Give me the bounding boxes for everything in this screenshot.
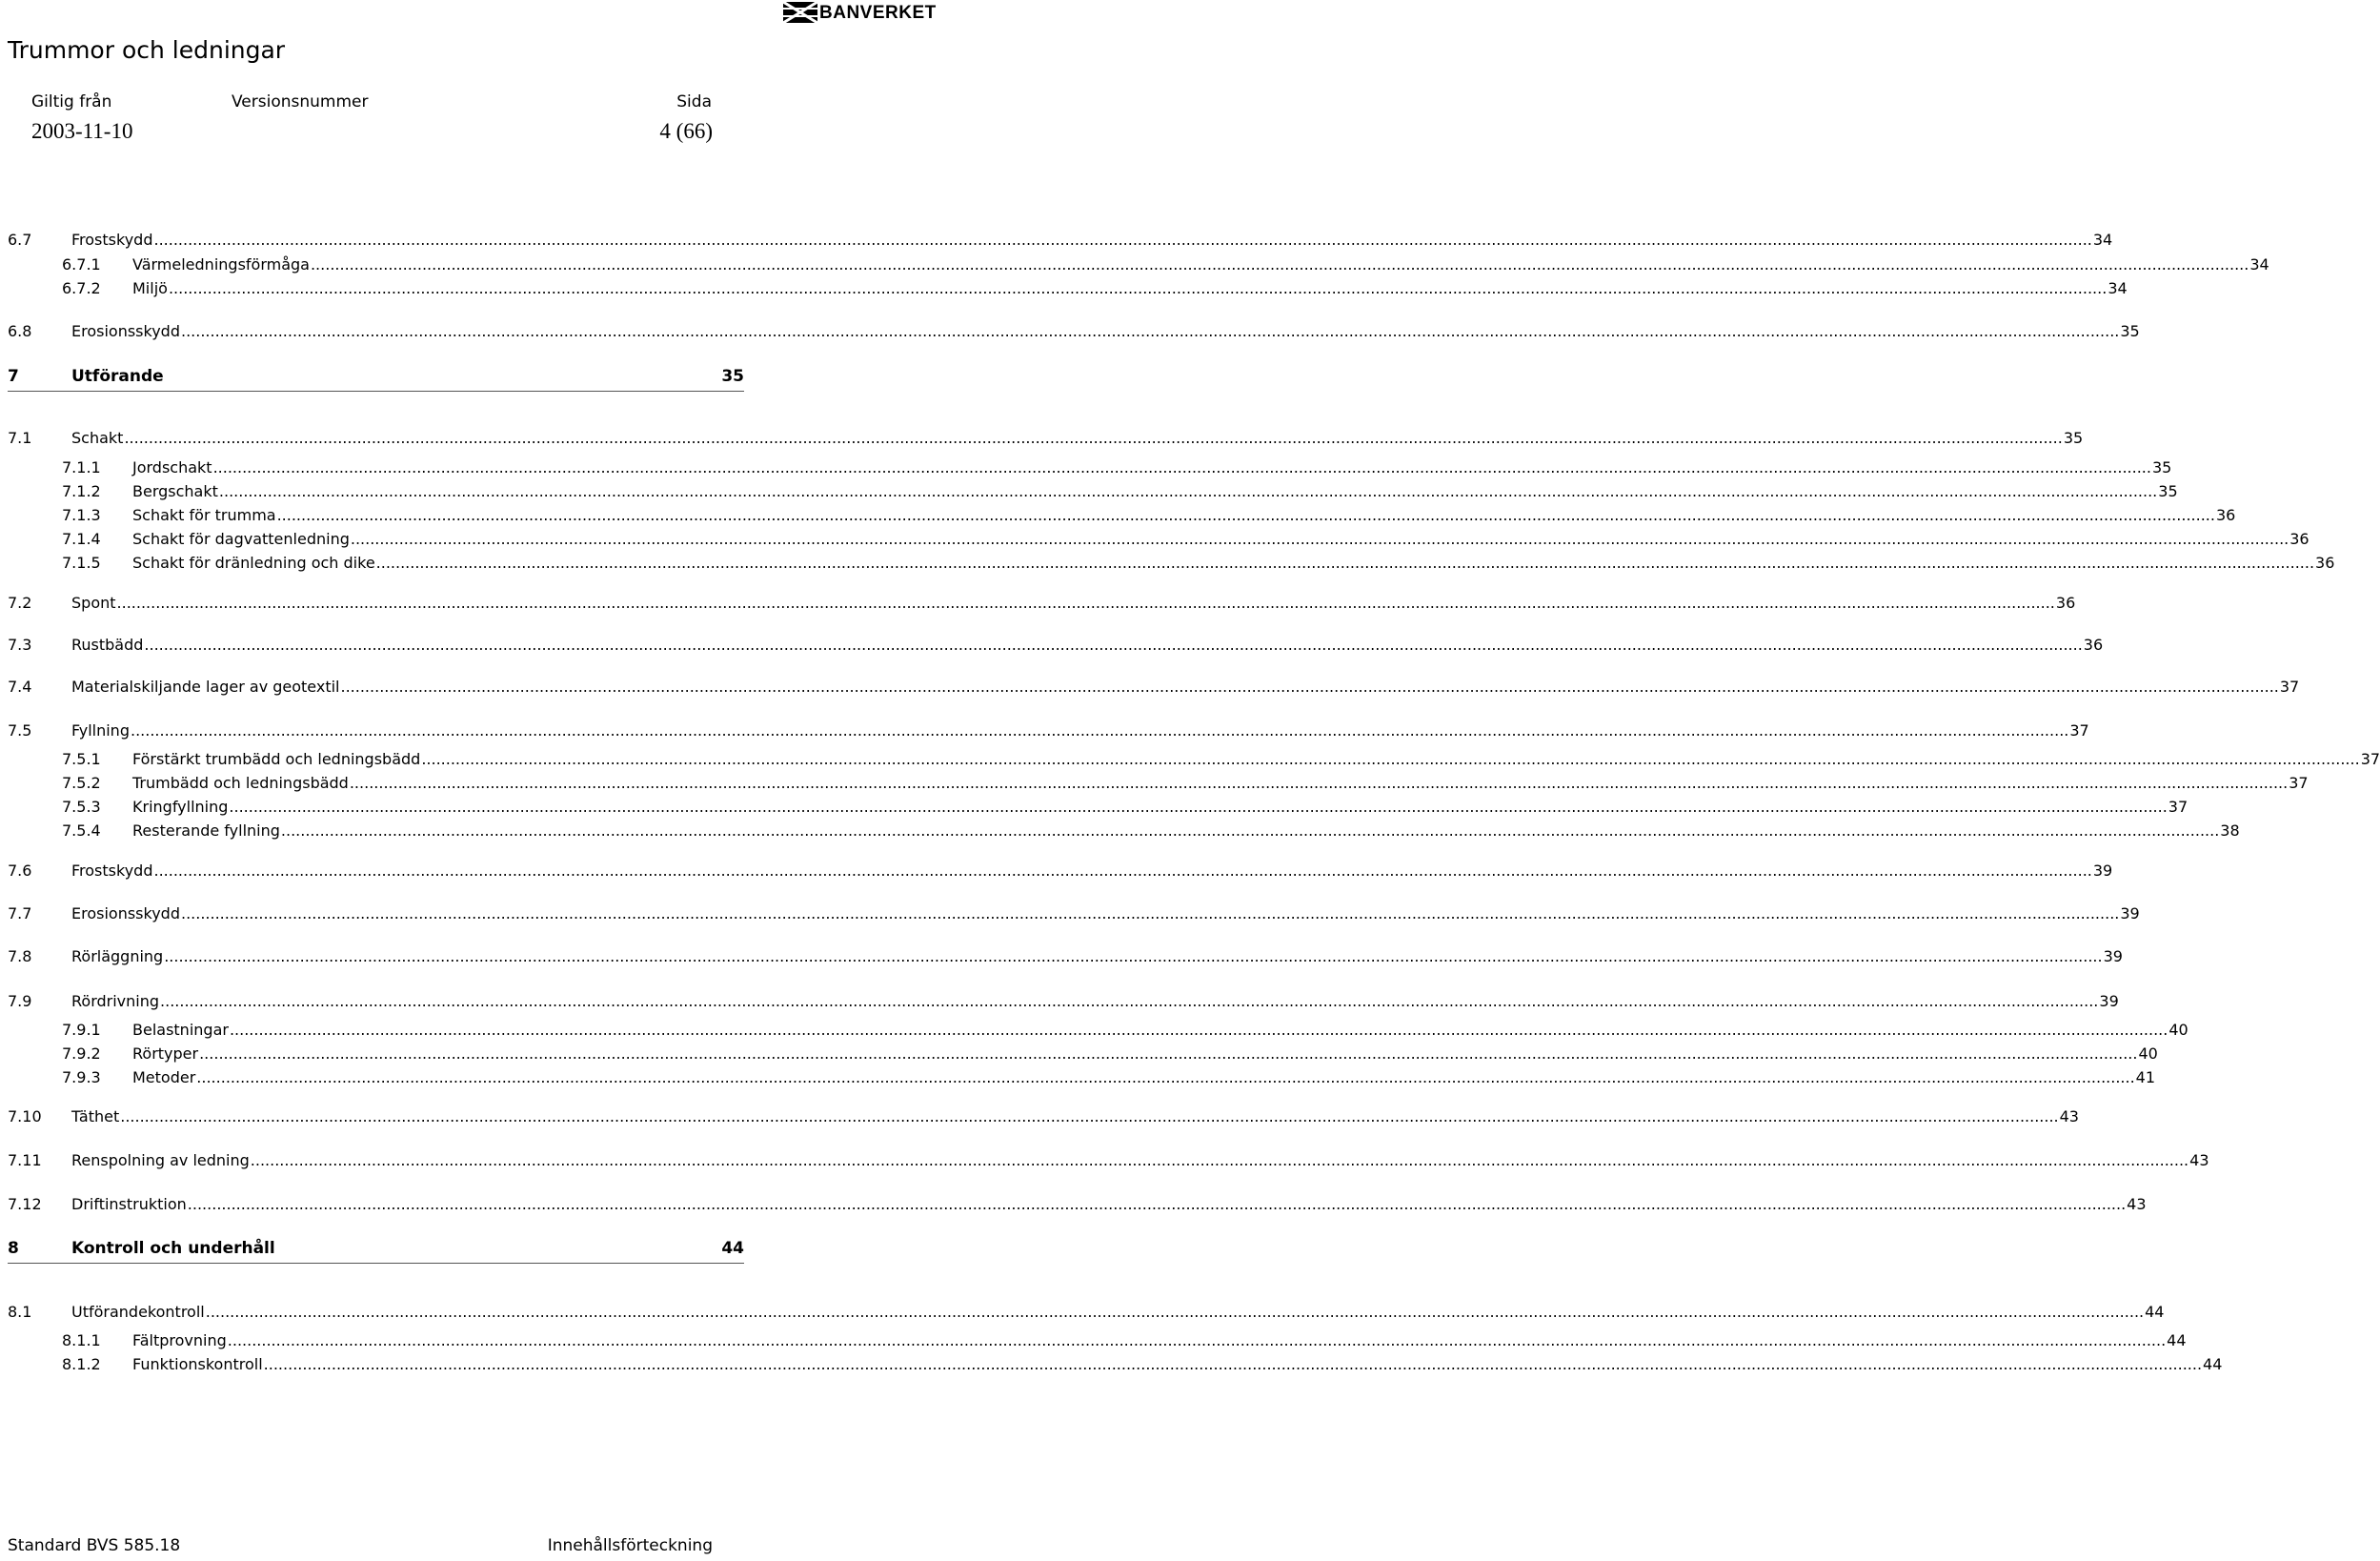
toc-page-number: 35 — [2158, 482, 2178, 500]
toc-dot-leader: ................................................................................................................................................................................................................................................................................................................................................................................................................ — [212, 458, 2151, 476]
toc-entry[interactable] — [62, 1067, 2156, 1088]
toc-page-number: 36 — [2055, 594, 2076, 612]
toc-dot-leader: ................................................................................................................................................................................................................................................................................................................................................................................................................ — [160, 992, 2099, 1010]
toc-page-number: 37 — [2168, 798, 2188, 816]
toc-page-number: 36 — [2289, 530, 2309, 548]
toc-entry[interactable] — [8, 593, 2076, 614]
toc-title: Metoder — [132, 1068, 196, 1086]
toc-entry[interactable] — [62, 278, 2128, 299]
toc-title: Bergschakt — [132, 482, 218, 500]
toc-title: Frostskydd — [71, 862, 153, 880]
toc-dot-leader: ................................................................................................................................................................................................................................................................................................................................................................................................................ — [153, 862, 2092, 880]
toc-entry[interactable] — [62, 254, 2269, 275]
toc-dot-leader: ................................................................................................................................................................................................................................................................................................................................................................................................................ — [349, 774, 2289, 792]
toc-title: Erosionsskydd — [71, 904, 180, 922]
toc-number: 7.1.2 — [62, 482, 101, 500]
toc-title: Rörtyper — [132, 1044, 199, 1063]
toc-page-number: 35 — [2151, 458, 2172, 476]
toc-number: 6.7.2 — [62, 279, 101, 297]
toc-entry[interactable] — [62, 529, 2309, 550]
toc-number: 8.1.1 — [62, 1331, 101, 1349]
toc-page-number: 36 — [2215, 506, 2236, 524]
toc-number: 7.12 — [8, 1195, 42, 1213]
banverket-logo — [783, 2, 937, 23]
toc-number: 7.5 — [8, 721, 32, 740]
toc-dot-leader: ................................................................................................................................................................................................................................................................................................................................................................................................................ — [310, 255, 2249, 274]
toc-title: Belastningar — [132, 1021, 229, 1039]
toc-title: Täthet — [71, 1107, 120, 1125]
toc-entry[interactable] — [8, 1106, 2079, 1127]
toc-dot-leader: ................................................................................................................................................................................................................................................................................................................................................................................................................ — [116, 594, 2055, 612]
toc-page-number: 44 — [2167, 1331, 2187, 1349]
toc-title: Renspolning av ledning — [71, 1151, 250, 1169]
toc-number: 6.8 — [8, 322, 32, 340]
toc-page-number: 35 — [721, 367, 744, 386]
toc-entry[interactable] — [62, 1354, 2223, 1375]
toc-number: 7.1.1 — [62, 458, 101, 476]
toc-entry[interactable] — [8, 1238, 744, 1264]
version-label: Versionsnummer — [232, 92, 369, 112]
toc-number: 7.9.3 — [62, 1068, 101, 1086]
page-number: 4 (66) — [659, 119, 713, 143]
toc-number: 7.5.1 — [62, 750, 101, 768]
logo-text: BANVERKET — [819, 3, 937, 23]
toc-dot-leader: ................................................................................................................................................................................................................................................................................................................................................................................................................ — [180, 904, 2120, 922]
toc-number: 7.1.3 — [62, 506, 101, 524]
toc-number: 7.1 — [8, 429, 32, 447]
toc-page-number: 39 — [2099, 992, 2119, 1010]
toc-title: Kontroll och underhåll — [71, 1239, 275, 1258]
toc-title: Rustbädd — [71, 636, 144, 654]
toc-title: Utförandekontroll — [71, 1303, 205, 1321]
toc-entry[interactable] — [62, 797, 2188, 818]
toc-dot-leader: ................................................................................................................................................................................................................................................................................................................................................................................................................ — [375, 554, 2315, 572]
toc-page-number: 35 — [2120, 322, 2140, 340]
toc-dot-leader: ................................................................................................................................................................................................................................................................................................................................................................................................................ — [164, 947, 2103, 965]
toc-title: Schakt för dränledning och dike — [132, 554, 375, 572]
toc-dot-leader: ................................................................................................................................................................................................................................................................................................................................................................................................................ — [144, 636, 2083, 654]
toc-page-number: 41 — [2135, 1068, 2156, 1086]
toc-number: 8 — [8, 1239, 19, 1258]
toc-dot-leader: ................................................................................................................................................................................................................................................................................................................................................................................................................ — [280, 821, 2220, 840]
toc-dot-leader: ................................................................................................................................................................................................................................................................................................................................................................................................................ — [130, 721, 2069, 740]
toc-entry[interactable] — [8, 946, 2123, 967]
toc-entry[interactable] — [62, 481, 2178, 502]
toc-dot-leader: ................................................................................................................................................................................................................................................................................................................................................................................................................ — [250, 1151, 2189, 1169]
toc-title: Värmeledningsförmåga — [132, 255, 310, 274]
toc-page-number: 35 — [2063, 429, 2084, 447]
toc-title: Förstärkt trumbädd och ledningsbädd — [132, 750, 421, 768]
valid-from-value: 2003-11-10 — [31, 119, 133, 143]
toc-entry[interactable] — [8, 861, 2113, 882]
toc-entry[interactable] — [62, 773, 2309, 794]
toc-entry[interactable] — [62, 1044, 2158, 1064]
footer-standard: Standard BVS 585.18 — [8, 1536, 181, 1555]
toc-number: 7.9.2 — [62, 1044, 101, 1063]
toc-page-number: 34 — [2092, 231, 2113, 249]
toc-page-number: 37 — [2289, 774, 2309, 792]
toc-page-number: 39 — [2120, 904, 2140, 922]
toc-dot-leader: ................................................................................................................................................................................................................................................................................................................................................................................................................ — [340, 678, 2279, 696]
toc-number: 7.5.4 — [62, 821, 101, 840]
toc-dot-leader: ................................................................................................................................................................................................................................................................................................................................................................................................................ — [263, 1355, 2203, 1373]
toc-title: Erosionsskydd — [71, 322, 180, 340]
toc-page-number: 37 — [2279, 678, 2300, 696]
toc-page-number: 39 — [2092, 862, 2113, 880]
toc-entry[interactable] — [8, 1302, 2165, 1323]
toc-number: 7.3 — [8, 636, 32, 654]
toc-number: 7.8 — [8, 947, 32, 965]
toc-entry[interactable] — [8, 1194, 2147, 1215]
toc-number: 7.5.3 — [62, 798, 101, 816]
valid-from-label: Giltig från — [31, 92, 112, 112]
document-title: Trummor och ledningar — [8, 36, 286, 64]
toc-page-number: 40 — [2168, 1021, 2188, 1039]
toc-page-number: 40 — [2138, 1044, 2158, 1063]
toc-entry[interactable] — [8, 677, 2300, 698]
toc-number: 7.4 — [8, 678, 32, 696]
toc-dot-leader: ................................................................................................................................................................................................................................................................................................................................................................................................................ — [229, 1021, 2168, 1039]
banverket-logo-icon — [783, 2, 817, 23]
toc-title: Fyllning — [71, 721, 130, 740]
toc-page-number: 34 — [2108, 279, 2128, 297]
toc-page-number: 43 — [2189, 1151, 2209, 1169]
toc-title: Funktionskontroll — [132, 1355, 263, 1373]
toc-number: 7.1.5 — [62, 554, 101, 572]
toc-dot-leader: ................................................................................................................................................................................................................................................................................................................................................................................................................ — [124, 429, 2063, 447]
toc-dot-leader: ................................................................................................................................................................................................................................................................................................................................................................................................................ — [153, 231, 2092, 249]
toc-entry[interactable] — [62, 1330, 2187, 1351]
toc-number: 7.11 — [8, 1151, 42, 1169]
toc-page-number: 39 — [2103, 947, 2123, 965]
toc-title: Schakt för dagvattenledning — [132, 530, 350, 548]
toc-dot-leader: ................................................................................................................................................................................................................................................................................................................................................................................................................ — [168, 279, 2108, 297]
toc-dot-leader: ................................................................................................................................................................................................................................................................................................................................................................................................................ — [421, 750, 2360, 768]
toc-page-number: 44 — [2145, 1303, 2165, 1321]
toc-entry[interactable] — [62, 749, 2380, 770]
toc-entry[interactable] — [62, 1020, 2188, 1041]
toc-title: Materialskiljande lager av geotextil — [71, 678, 340, 696]
toc-number: 7.2 — [8, 594, 32, 612]
toc-dot-leader: ................................................................................................................................................................................................................................................................................................................................................................................................................ — [199, 1044, 2138, 1063]
toc-entry[interactable] — [8, 903, 2140, 924]
toc-title: Spont — [71, 594, 116, 612]
toc-entry[interactable] — [8, 321, 2140, 342]
toc-number: 7.6 — [8, 862, 32, 880]
toc-number: 7.1.4 — [62, 530, 101, 548]
toc-entry[interactable] — [62, 457, 2172, 478]
toc-number: 7.9.1 — [62, 1021, 101, 1039]
toc-dot-leader: ................................................................................................................................................................................................................................................................................................................................................................................................................ — [120, 1107, 2059, 1125]
toc-number: 7.5.2 — [62, 774, 101, 792]
toc-page-number: 44 — [721, 1239, 744, 1258]
toc-page-number: 37 — [2069, 721, 2089, 740]
toc-entry[interactable] — [8, 991, 2119, 1012]
page-label: Sida — [676, 92, 712, 112]
toc-title: Jordschakt — [132, 458, 212, 476]
toc-title: Schakt — [71, 429, 124, 447]
toc-entry[interactable] — [62, 821, 2240, 841]
toc-title: Utförande — [71, 367, 164, 386]
footer-section: Innehållsförteckning — [547, 1536, 713, 1555]
toc-entry[interactable] — [8, 1150, 2209, 1171]
toc-title: Driftinstruktion — [71, 1195, 187, 1213]
toc-title: Kringfyllning — [132, 798, 229, 816]
toc-page-number: 34 — [2249, 255, 2269, 274]
toc-page-number: 36 — [2083, 636, 2104, 654]
toc-dot-leader: ................................................................................................................................................................................................................................................................................................................................................................................................................ — [187, 1195, 2127, 1213]
toc-title: Rördrivning — [71, 992, 160, 1010]
toc-title: Frostskydd — [71, 231, 153, 249]
toc-page-number: 38 — [2220, 821, 2240, 840]
toc-dot-leader: ................................................................................................................................................................................................................................................................................................................................................................................................................ — [218, 482, 2158, 500]
toc-dot-leader: ................................................................................................................................................................................................................................................................................................................................................................................................................ — [205, 1303, 2145, 1321]
toc-dot-leader: ................................................................................................................................................................................................................................................................................................................................................................................................................ — [227, 1331, 2167, 1349]
toc-number: 6.7.1 — [62, 255, 101, 274]
toc-entry[interactable] — [62, 553, 2335, 574]
toc-dot-leader: ................................................................................................................................................................................................................................................................................................................................................................................................................ — [350, 530, 2289, 548]
toc-title: Fältprovning — [132, 1331, 227, 1349]
toc-entry[interactable] — [8, 720, 2089, 741]
toc-entry[interactable] — [8, 230, 2113, 251]
toc-title: Miljö — [132, 279, 168, 297]
toc-page-number: 43 — [2059, 1107, 2079, 1125]
toc-page-number: 43 — [2127, 1195, 2147, 1213]
toc-number: 7 — [8, 367, 19, 386]
toc-number: 8.1.2 — [62, 1355, 101, 1373]
toc-entry[interactable] — [8, 366, 744, 392]
toc-number: 7.7 — [8, 904, 32, 922]
toc-title: Trumbädd och ledningsbädd — [132, 774, 349, 792]
toc-entry[interactable] — [8, 635, 2104, 656]
toc-number: 7.10 — [8, 1107, 42, 1125]
toc-page-number: 37 — [2360, 750, 2380, 768]
toc-dot-leader: ................................................................................................................................................................................................................................................................................................................................................................................................................ — [229, 798, 2168, 816]
toc-dot-leader: ................................................................................................................................................................................................................................................................................................................................................................................................................ — [180, 322, 2120, 340]
toc-title: Resterande fyllning — [132, 821, 280, 840]
toc-title: Rörläggning — [71, 947, 164, 965]
toc-entry[interactable] — [8, 428, 2084, 449]
toc-number: 6.7 — [8, 231, 32, 249]
toc-title: Schakt för trumma — [132, 506, 276, 524]
toc-number: 7.9 — [8, 992, 32, 1010]
toc-page-number: 36 — [2315, 554, 2335, 572]
toc-number: 8.1 — [8, 1303, 32, 1321]
toc-dot-leader: ................................................................................................................................................................................................................................................................................................................................................................................................................ — [196, 1068, 2135, 1086]
toc-entry[interactable] — [62, 505, 2236, 526]
toc-dot-leader: ................................................................................................................................................................................................................................................................................................................................................................................................................ — [276, 506, 2215, 524]
toc-page-number: 44 — [2203, 1355, 2223, 1373]
